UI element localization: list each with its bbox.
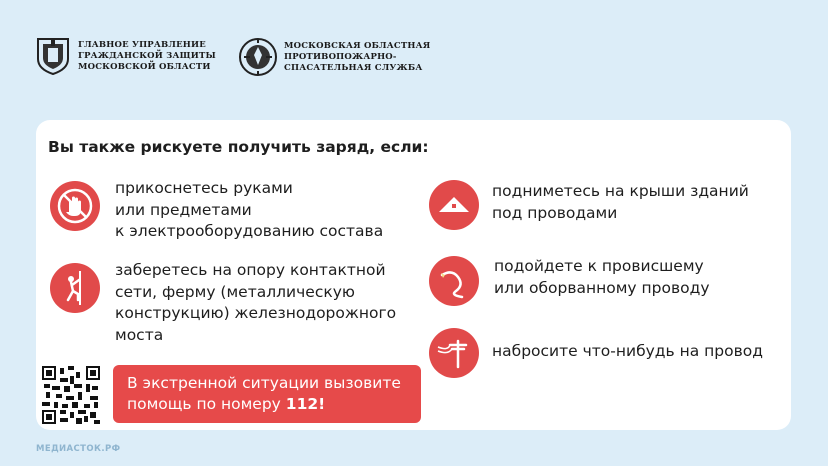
risk-climb-text: заберетесь на опору контактной сети, ферму (металлическую конструкцию) железнодорожного моста xyxy=(115,261,397,344)
risk-throw-text: набросите что-нибудь на провод xyxy=(492,342,763,360)
mopss-org xyxy=(238,36,430,78)
mopss-name: МОСКОВСКАЯ ОБЛАСТНАЯ ПРОТИВОПОЖАРНО- СПАСАТЕЛЬНАЯ СЛУЖБА xyxy=(284,40,431,73)
roof-icon xyxy=(429,180,479,230)
fire-service-emblem-icon xyxy=(238,36,278,78)
risk-wire-text: подойдете к провисшему или оборванному проводу xyxy=(494,257,710,297)
qr-code-icon[interactable] xyxy=(42,366,100,424)
risk-touch-text: прикоснетесь руками или предметами к электрооборудованию состава xyxy=(115,179,384,240)
emergency-number[interactable]: 112! xyxy=(285,395,326,413)
emergency-text: В экстренной ситуации вызовите помощь по номеру xyxy=(127,374,401,413)
climbing-person-icon xyxy=(50,263,100,313)
wire-pole-icon xyxy=(429,328,479,378)
coat-of-arms-icon xyxy=(34,36,72,76)
no-touch-hand-icon xyxy=(50,181,100,231)
gu-gz-org xyxy=(34,36,216,76)
risk-roof-text: подниметесь на крыши зданий под проводами xyxy=(492,182,749,222)
emergency-banner xyxy=(113,365,421,423)
info-card xyxy=(36,120,791,430)
hanging-wire-icon xyxy=(429,256,479,306)
gu-gz-name: ГЛАВНОЕ УПРАВЛЕНИЕ ГРАЖДАНСКОЙ ЗАЩИТЫ МОСКОВСКОЙ ОБЛАСТИ xyxy=(78,39,216,72)
card-heading: Вы также рискуете получить заряд, если: xyxy=(48,138,429,156)
source-watermark: МЕДИАСТОК.РФ xyxy=(36,444,121,454)
